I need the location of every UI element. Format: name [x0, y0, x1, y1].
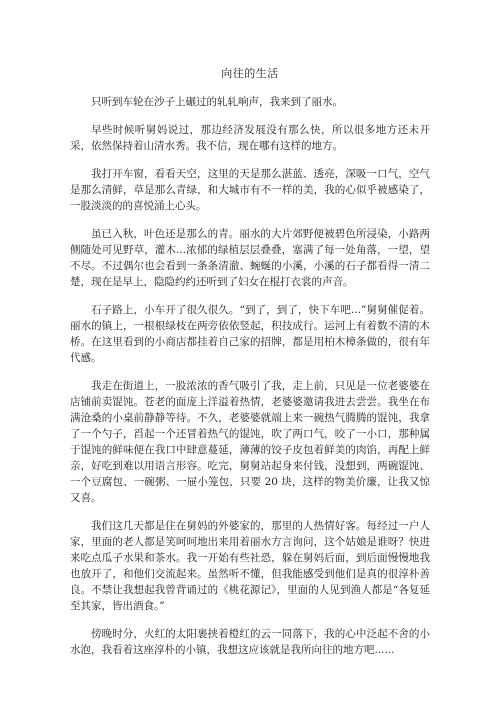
paragraph-1: 只听到车轮在沙子上碾过的轧轧响声，我来到了丽水。: [91, 96, 343, 108]
paragraph-6: 我走在街道上，一股浓浓的香气吸引了我，走上前，只见是一位老婆婆在店铺前卖馄饨。苍老的面庞上洋溢着热情，老婆婆邀请我进去尝尝。我坐在布满沧桑的小桌前静静等待。不久，老婆婆就端上来一碗热气腾腾的馄饨，我拿了一个勺子，舀起一个还冒着热气的馄饨，吹了两口气，咬了一小口，那种属于馄饨的鲜味便在我口中肆意蔓延，薄薄的饺子皮包着鲜美的肉馅，再配上鲜亲，好吃到难以用语言形容。吃完，舅舅站起身来付钱，没想到，两碗馄饨、一个豆腐包、一碗粥、一屉小笼包，只要 20 块，这样的物美价廉，让我又惊又喜。: [70, 380, 430, 504]
document-page: [70, 66, 430, 670]
document-title: 向往的生活: [221, 67, 279, 80]
paragraph-8: 傍晚时分，火红的太阳裹挟着橙红的云一同落下，我的心中泛起不舍的小水泡，我看着这座淳朴的小镇，我想这应该就是我所向往的地方吧......: [70, 628, 430, 656]
paragraph-5: 石子路上，小车开了很久很久。“到了，到了，快下车吧...”舅舅催促着。丽水的镇上，一根根绿枝在两旁依依竖起，积技成行。运河上有着数不清的木桥。在这里看到的小商店都挂着自己家的招牌，都是用柏木樟条做的，很有年代感。: [70, 304, 430, 364]
paragraph-4: 虽已入秋，叶色还是那么的青。丽水的大片郊野便被碧色所浸染，小路两侧随处可见野草，灌木...浓郁的绿植层层叠叠，塞满了每一处角落，一望，望不尽。不过偶尔也会看到一条条清澈、蜿蜒的小溪，小溪的石子都看得一清二楚，现在是早上，隐隐约约还听到了妇女在棍打衣裳的声音。: [70, 228, 430, 288]
paragraph-3: 我打开车窗，看看天空，这里的天是那么湛蓝、透亮，深吸一口气，空气是那么清鲜，草是那么青绿，和大城市有不一样的美，我的心似乎被感染了，一股淡淡的的喜悦涌上心头。: [70, 168, 430, 212]
paragraph-2: 早些时候听舅妈说过，那边经济发展没有那么快，所以很多地方还未开采，依然保持着山清水秀。我不信，现在哪有这样的地方。: [70, 124, 430, 152]
paragraph-7: 我们这几天都是住在舅妈的外婆家的，那里的人热情好客。每经过一户人家，里面的老人都是笑呵呵地出来用着丽水方言询问，这个姑娘是谁呀？快进来吃点瓜子水果和茶水。我一开始有些社恐，躲在舅妈后面，到后面慢慢地我也放开了，和他们交流起来。虽然听不懂，但我能感受到他们是真的很淳朴善良。不禁让我想起我曾背诵过的《桃花源记》，里面的人见到渔人都是“各复延至其家，皆出酒食。”: [70, 520, 430, 612]
